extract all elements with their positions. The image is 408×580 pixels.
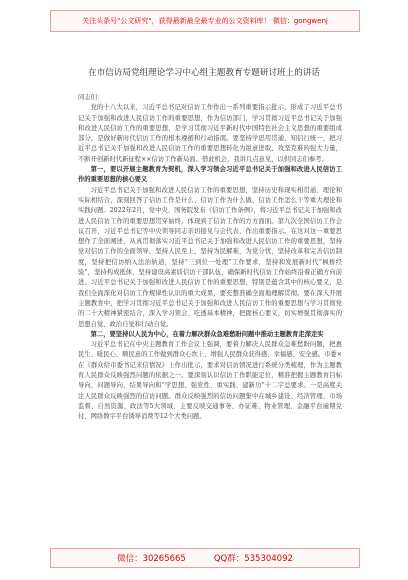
top-promo-banner bbox=[50, 10, 360, 32]
qq-group-contact: QQ群：535304092 bbox=[213, 554, 293, 564]
top-banner-text: 关注头条号"公文研究"，获得最新最全最专业的公文资料库！ 微信：gongwenj bbox=[82, 17, 328, 25]
paragraph-intro: 党的十八大以来，习近平总书记对信访工作作出一系列重要指示批示，形成了习近平总书记关于加强和改进人民信访工作的重要思想，作为信访部门，学习贯彻习近平总书记关于加强和改进人民信访工作的重要思想，是学习贯彻习近平新时代中国特色社会主义思想的重要组成部分，是做好新时代信访工作的根本遵循和行动指南。要坚持学思用贯通、知信行统一，把习近平总书记关于加强和改进人民信访工作的重要思想转化为锐意进取、攻坚克难的强大力量，不断开创新时代新征程××信访工作新局面。借此机会，我讲几点意见，以供同志们参考。 bbox=[78, 104, 342, 163]
wechat-contact: 微信：30265665 bbox=[117, 554, 186, 564]
document-body bbox=[78, 93, 342, 423]
paragraph-section-1: 习近平总书记关于加强和改进人民信访工作的重要思想，坚持历史和现实相贯通、理论和实际相结合，深刻回答了信访工作是什么、信访工作为什么做、信访工作怎么干等重大理论和实践问题。2022年2月，党中央、国务院发布《信访工作条例》，将习近平总书记关于加强和改进人民信访工作的重要思想贯穿始终，体现到了信访工作的方方面面。第九次全国信访工作会议召开，习近平总书记等中央领导同志亲切接见与会代表，作出重要指示。在这对这一重要思想作了全面阐述，从真贯彻落实习近平总书记关于加强和改进人民信访工作的重要思想，坚持党对信访工作的全面领导，坚持人民至上，坚持为民解难，为党分忧，坚持改革和完善信访制度，坚持把信访纳入法治轨道，坚持“三到位一处理”工作要求，坚持和发展新时代“枫桥经验”，坚持构成抵体，坚持建设高素质信访干部队伍，确保新时代信访工作始终沿着正确方向前进。习近平总书记关于加强和改进人民信访工作的重要思想，特别是蕴含其中的核心要义，是我们全面深化对信访工作规律性认识的重大成果，要充整准确全面地理解贯彻。要在深入开展主题教育中，把学习贯彻习近平总书记关于加强和改进人民信访工作的重要思想与学习贯彻党的二十大精神紧密结合，深入学习领会、吃透基本精神，把握核心要义，切实增强贯彻落实的思想自觉、政治自觉和行动自觉。 bbox=[78, 186, 342, 328]
section-heading-1: 第一，要以开展主题教育为契机，深入学习领会习近平总书记关于加强和改进人民信访工作的重要思想的核心要义 bbox=[78, 166, 342, 184]
paragraph-section-2: 习近平总书记在中央主题教育工作会议上强调，要着力解决人民群众急难愁盼问题，把惠民生、暖民心、顺民意的工作做到群众心坎上，增强人民群众获得感、幸福感、安全感。市委×在《群众给市委书记来信情况》上作出批示，要求对信访情况进行系统分类梳理，作为主题教育人民群众反映强烈问题的依据之一。要深刻认识信访工作职能定位，精准把握主题教育目标导向，问题导向、结果导向和“学思想、强党性、重实践、建新功”十二字总要求。一是高度关注人民群众反映强烈的信访问题。群众反映强烈的信访问题集中在城乡建设、经济管理、市场监督、自然资源、政法等5大领域，主要反映交通事务、办证难、物业管理、金融平台逾期兑付、网络数字平台诱导消费等12个大类问题。 bbox=[78, 341, 342, 421]
document-title: 在市信访局党组理论学习中心组主题教育专题研讨班上的讲话 bbox=[87, 68, 321, 78]
section-heading-2: 第二，要坚持以人民为中心，在着力解决群众急难愁盼问题中推动主题教育走深走实 bbox=[90, 330, 324, 338]
salutation: 同志们： bbox=[78, 94, 104, 101]
bottom-contact-banner bbox=[50, 548, 360, 568]
